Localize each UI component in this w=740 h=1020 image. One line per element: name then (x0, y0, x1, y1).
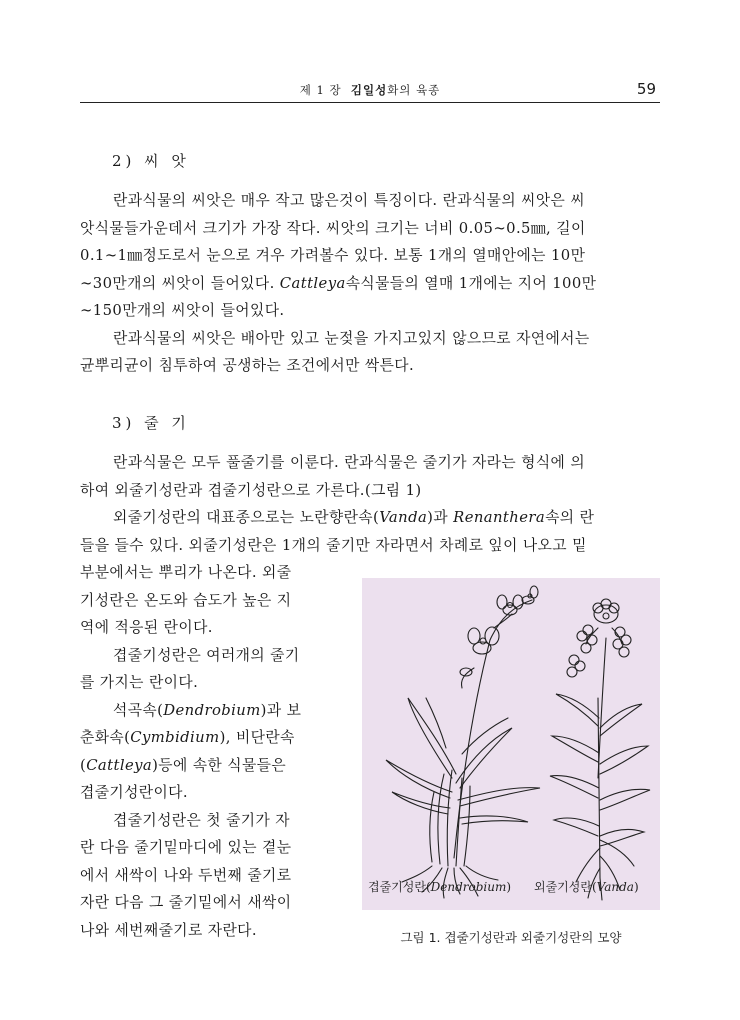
text-line (80, 697, 338, 725)
title-bold: 김일성 (350, 83, 388, 97)
text-line (80, 504, 662, 532)
text-line: 자란 다음 그 줄기밑에서 새싹이 (80, 894, 292, 911)
title-rest: 화의 육종 (387, 83, 441, 97)
text-line: 에서 새싹이 나와 두번째 줄기로 (80, 866, 292, 884)
text-line: 들을 들수 있다. 외줄기성란은 1개의 줄기만 자라면서 차례로 잎이 나오고 밑 (80, 536, 587, 554)
genus-renanthera: Renanthera (453, 509, 546, 526)
orchid-illustration (362, 578, 660, 910)
text-span: )과 보 (260, 701, 302, 719)
text-line (80, 724, 338, 752)
genus-cymbidium: Cymbidium (130, 729, 220, 746)
label-text: 외줄기성란( (534, 880, 597, 894)
text-line: 겹줄기성란이다. (80, 784, 188, 801)
label-genus: Vanda (596, 880, 634, 894)
page-number: 59 (636, 80, 656, 98)
text-line: 균뿌리균이 침투하여 공생하는 조건에서만 싹튼다. (80, 357, 415, 374)
text-line: ∼150만개의 씨앗이 들어있다. (80, 302, 285, 319)
genus-cattleya: Cattleya (279, 274, 346, 292)
label-close: ) (633, 880, 639, 894)
label-genus: Dendrobium (430, 880, 507, 894)
paragraph-stems-wrapped (80, 559, 338, 944)
text-span: )등에 속한 식물들은 (152, 756, 287, 774)
section-heading-seeds: 2) 씨 앗 (112, 152, 190, 170)
dendrobium-drawing (386, 586, 540, 898)
vanda-drawing (550, 599, 650, 900)
genus-vanda: Vanda (379, 509, 428, 526)
text-span: 춘화속( (80, 729, 131, 746)
text-line: 란 다음 줄기밑마디에 있는 곁눈 (80, 839, 292, 856)
chapter-label: 제 1 장 (299, 83, 342, 97)
text-span: ( (80, 756, 87, 774)
text-span: ), 비단란속 (219, 729, 295, 746)
text-span: 속식물들의 열매 1개에는 지어 100만 (345, 274, 597, 292)
text-line: 역에 적응된 란이다. (80, 619, 213, 636)
figure-label-dendrobium (368, 878, 511, 895)
text-span: )과 (427, 509, 454, 526)
text-line: 를 가지는 란이다. (80, 674, 199, 691)
text-line: 겹줄기성란은 여러개의 줄기 (113, 646, 300, 664)
text-span: 석곡속( (113, 701, 164, 719)
text-line: 란과식물의 씨앗은 매우 작고 많은것이 특징이다. 란과식물의 씨앗은 씨 (113, 192, 586, 209)
text-line (80, 752, 338, 780)
text-line: 란과식물은 모두 풀줄기를 이룬다. 란과식물은 줄기가 자라는 형식에 의 (113, 454, 586, 471)
running-title (80, 82, 660, 98)
text-line: 하여 외줄기성란과 겹줄기성란으로 가른다.(그림 1) (80, 481, 422, 499)
text-span: 속의 란 (545, 509, 595, 526)
text-span: ∼30만개의 씨앗이 들어있다. (80, 274, 280, 292)
paragraph-stems (80, 449, 662, 559)
text-line: 겹줄기성란은 첫 줄기가 자 (113, 811, 290, 829)
text-line: 0.1∼1㎜정도로서 눈으로 겨우 가려볼수 있다. 보통 1개의 열매안에는 10만 (80, 247, 586, 264)
text-span: 외줄기성란의 대표종으로는 노란향란속( (113, 509, 380, 526)
text-line: 앗식물들가운데서 크기가 가장 작다. 씨앗의 크기는 너비 0.05∼0.5㎜, 길이 (80, 219, 586, 237)
genus-cattleya: Cattleya (86, 756, 153, 774)
orchid-figure (362, 578, 660, 910)
label-close: ) (506, 880, 512, 894)
text-line: 나와 세번째줄기로 자란다. (80, 921, 257, 939)
text-line: 기성란은 온도와 습도가 높은 지 (80, 591, 292, 609)
paragraph-seeds (80, 187, 662, 380)
text-line: 부분에서는 뿌리가 나온다. 외줄 (80, 564, 292, 581)
running-header (80, 76, 660, 103)
section-heading-stems: 3) 줄 기 (112, 414, 190, 432)
genus-dendrobium: Dendrobium (163, 701, 261, 719)
text-line (80, 270, 662, 298)
label-text: 겹줄기성란( (368, 880, 431, 894)
figure-caption: 그림 1. 겹줄기성란과 외줄기성란의 모양 (400, 930, 622, 945)
figure-label-vanda (534, 878, 639, 895)
text-line: 란과식물의 씨앗은 배아만 있고 눈젖을 가지고있지 않으므로 자연에서는 (113, 329, 590, 347)
